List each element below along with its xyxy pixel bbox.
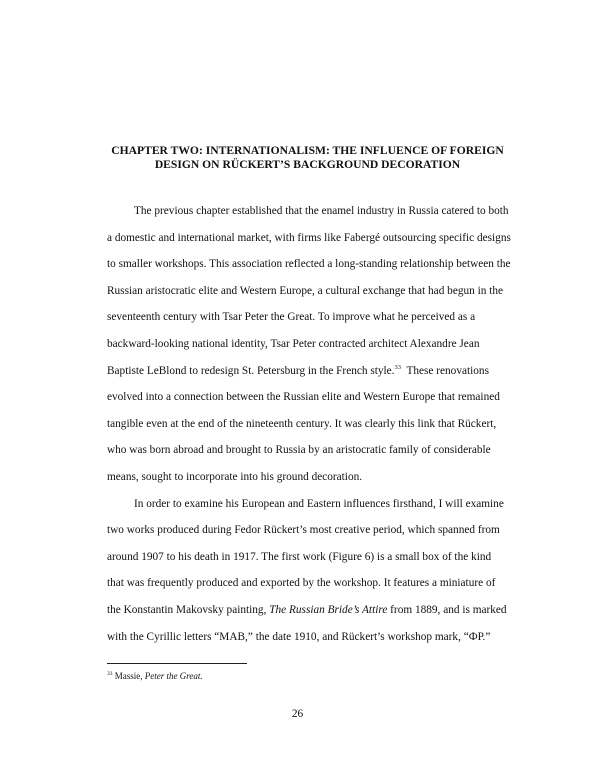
paragraph-1-line: The previous chapter established that the enamel industry in Russia catered to both <box>134 205 509 217</box>
paragraph-2-line <box>107 597 524 624</box>
paragraph-1-line: means, sought to incorporate into his ground decoration. <box>107 470 363 483</box>
chapter-heading-line-2: DESIGN ON RÜCKERT’S BACKGROUND DECORATION <box>154 158 461 171</box>
footnote-reference[interactable]: 33 <box>394 363 402 371</box>
paragraph-2-line: around 1907 to his death in 1917. The first work (Figure 6) is a small box of the kind <box>107 550 492 563</box>
footnote-separator <box>107 663 247 664</box>
footnote-title: Peter the Great. <box>144 671 203 681</box>
footnote <box>107 670 203 682</box>
paragraph-1-line: backward-looking national identity, Tsar Peter contracted architect Alexandre Jean <box>107 337 480 350</box>
artwork-title: The Russian Bride’s Attire <box>269 603 388 616</box>
line-text: Baptiste LeBlond to redesign St. Petersburg in the French style. <box>107 364 395 377</box>
line-text: These renovations <box>401 364 489 377</box>
paragraph-1-line: seventeenth century with Tsar Peter the Great. To improve what he perceived as a <box>107 311 476 324</box>
footnote-author: Massie, <box>112 671 145 681</box>
paragraph-2-line: In order to examine his European and Eastern influences firsthand, I will examine <box>134 497 504 510</box>
paragraph-1-line: evolved into a connection between the Russian elite and Western Europe that remained <box>107 391 500 404</box>
paragraph-2-line: two works produced during Fedor Rückert’s most creative period, which spanned from <box>107 524 500 537</box>
paragraph-1-line <box>107 358 524 385</box>
body-text <box>107 198 524 650</box>
paragraph-2-line: with the Cyrillic letters “MAB,” the date 1910, and Rückert’s workshop mark, “ФР.” <box>107 630 491 643</box>
line-text: from 1889, and is marked <box>387 603 507 616</box>
chapter-heading-line-1: CHAPTER TWO: INTERNATIONALISM: THE INFLUENCE OF FOREIGN <box>111 144 504 157</box>
page-number: 26 <box>291 708 304 720</box>
paragraph-1-line: to smaller workshops. This association reflected a long-standing relationship between the <box>107 258 511 271</box>
paragraph-1-line: Russian aristocratic elite and Western Europe, a cultural exchange that had begun in the <box>107 284 504 297</box>
paragraph-1-line: tangible even at the end of the nineteenth century. It was clearly this link that Rückert, <box>107 417 497 430</box>
paragraph-1-line: who was born abroad and brought to Russia by an aristocratic family of considerable <box>107 444 491 457</box>
paragraph-2-line: that was frequently produced and exported by the workshop. It features a miniature of <box>107 577 496 590</box>
line-text: the Konstantin Makovsky painting, <box>107 603 270 616</box>
paragraph-1-line: a domestic and international market, with firms like Fabergé outsourcing specific designs <box>107 231 511 244</box>
footnote-number: 33 <box>107 671 113 677</box>
chapter-heading <box>90 144 525 172</box>
